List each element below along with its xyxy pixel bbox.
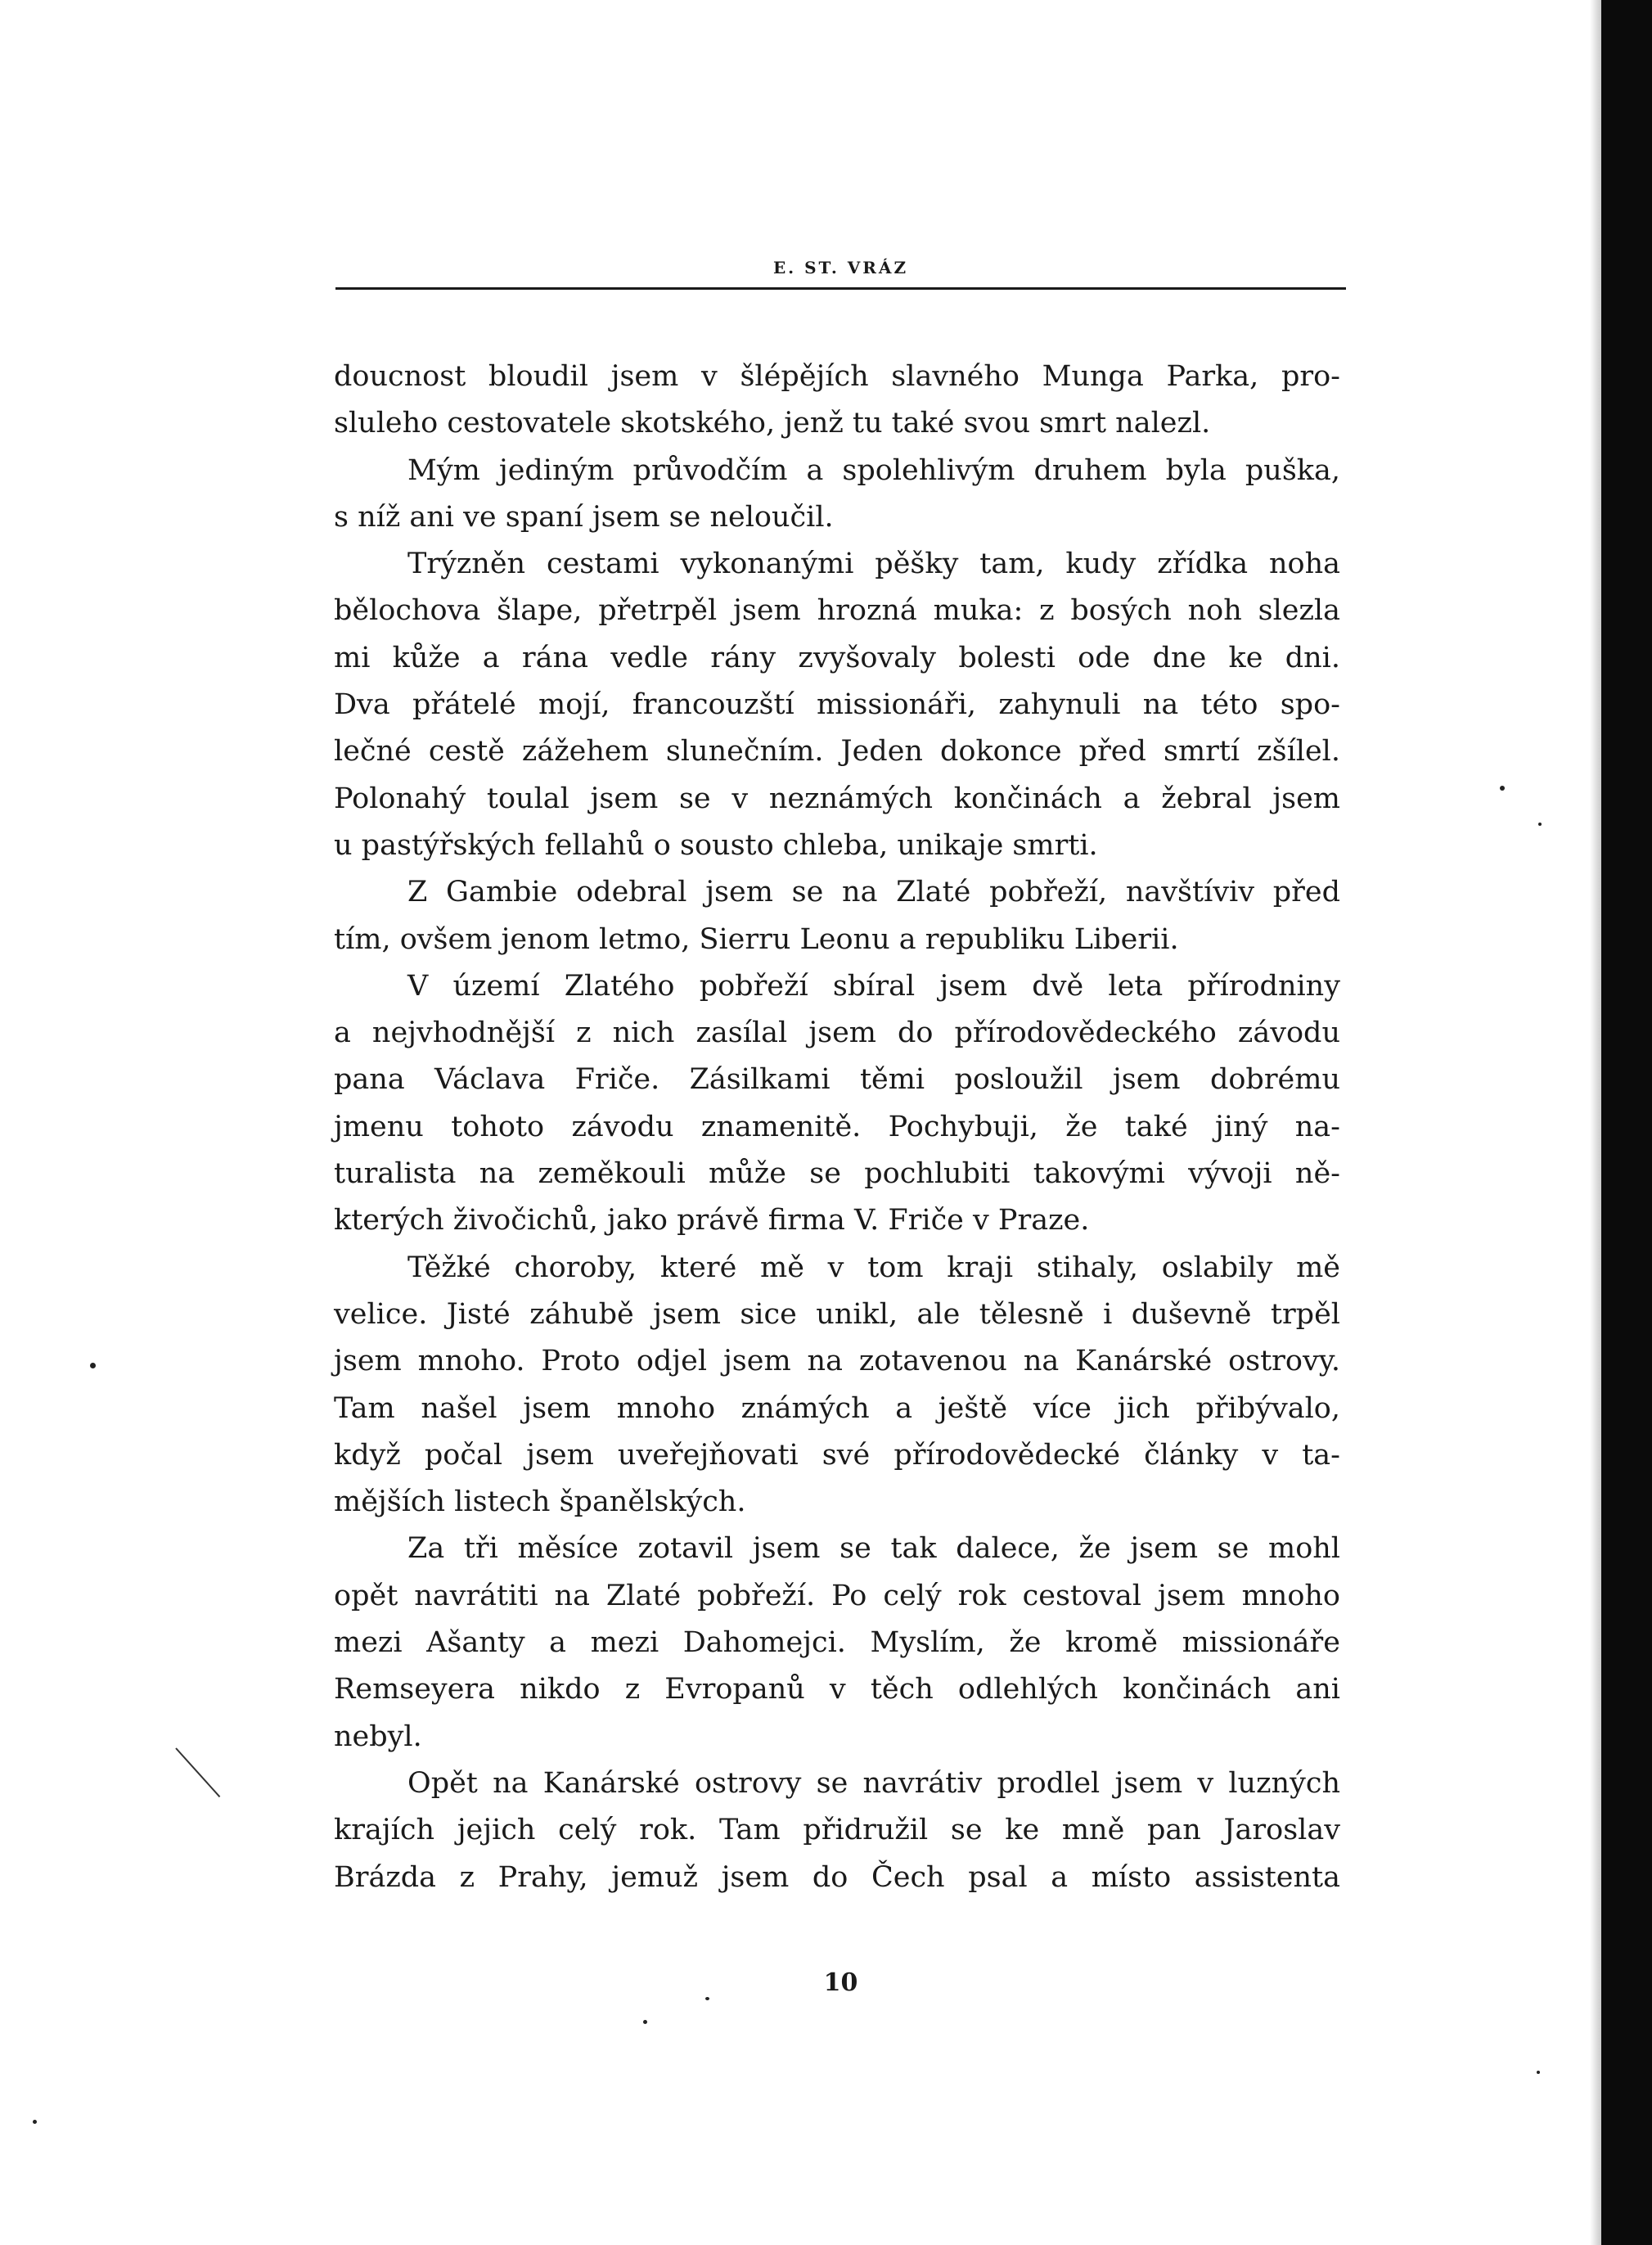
text-line: Brázda z Prahy, jemuž jsem do Čech psal a místo assistenta (334, 1860, 1340, 1894)
text-line: tím, ovšem jenom letmo, Sierru Leonu a republiku Liberii. (334, 922, 1179, 956)
text-line: Polonahý toulal jsem se v neznámých končinách a žebral jsem (334, 782, 1340, 815)
text-line: a nejvhodnější z nich zasílal jsem do přírodovědeckého závodu (334, 1017, 1340, 1050)
text-line: Tam našel jsem mnoho známých a ještě více jich přibývalo, (334, 1391, 1340, 1425)
scan-speck (705, 1997, 709, 2000)
body-text (334, 354, 1340, 1901)
scan-speck (1538, 823, 1542, 826)
scan-speck (643, 2020, 647, 2024)
text-line: když počal jsem uveřejňovati své přírodovědecké články v ta- (334, 1438, 1340, 1472)
scan-speck (90, 1363, 96, 1368)
text-line: mezi Ašanty a mezi Dahomejci. Myslím, že kromě missionáře (334, 1626, 1340, 1660)
scan-speck (1500, 786, 1505, 791)
text-line: mi kůže a rána vedle rány zvyšovaly bolesti ode dne ke dni. (334, 641, 1340, 674)
text-line: bělochova šlape, přetrpěl jsem hrozná muka: z bosých noh slezla (334, 594, 1340, 628)
text-line: Remseyera nikdo z Evropanů v těch odlehlých končinách ani (334, 1673, 1340, 1706)
running-head: E. ST. VRÁZ (772, 258, 909, 277)
text-line: velice. Jisté záhubě jsem sice unikl, ale tělesně i duševně trpěl (334, 1297, 1340, 1331)
page-number: 10 (823, 1968, 858, 1997)
text-line: s níž ani ve spaní jsem se neloučil. (334, 500, 834, 534)
text-line: V území Zlatého pobřeží sbíral jsem dvě leta přírodniny (407, 969, 1340, 1003)
text-line: doucnost bloudil jsem v šlépějích slavného Munga Parka, pro- (334, 360, 1340, 393)
text-line: jmenu tohoto závodu znamenitě. Pochybuji, že také jiný na- (334, 1110, 1340, 1143)
text-line: Z Gambie odebral jsem se na Zlaté pobřeží, navštíviv před (407, 876, 1340, 909)
text-line: mějších listech španělských. (334, 1485, 746, 1519)
text-line: turalista na zeměkouli může se pochlubiti takovými vývoji ně- (334, 1157, 1340, 1191)
text-line: lečné cestě zážehem slunečním. Jeden dokonce před smrtí zšílel. (334, 735, 1340, 769)
text-line: Trýzněn cestami vykonanými pěšky tam, kudy zřídka noha (407, 548, 1340, 581)
text-line: Opět na Kanárské ostrovy se navrátiv prodlel jsem v luzných (407, 1766, 1340, 1800)
text-line: jsem mnoho. Proto odjel jsem na zotavenou na Kanárské ostrovy. (334, 1345, 1340, 1378)
scan-border (1601, 0, 1652, 2245)
text-line: Těžké choroby, které mě v tom kraji stihaly, oslabily mě (407, 1251, 1340, 1284)
scan-speck (33, 2120, 37, 2124)
page-shadow (1590, 0, 1601, 2245)
scan-speck (1537, 2071, 1540, 2074)
text-line: opět navrátiti na Zlaté pobřeží. Po celý rok cestoval jsem mnoho (334, 1579, 1340, 1612)
text-line: sluleho cestovatele skotského, jenž tu také svou smrt nalezl. (334, 407, 1211, 440)
scan-scratch (175, 1747, 220, 1797)
text-line: krajích jejich celý rok. Tam přidružil se ke mně pan Jaroslav (334, 1814, 1340, 1847)
text-line: Dva přátelé mojí, francouzští missionáři, zahynuli na této spo- (334, 688, 1340, 722)
text-line: Mým jediným průvodčím a spolehlivým druhem byla puška, (407, 453, 1340, 487)
text-line: nebyl. (334, 1720, 422, 1753)
text-line: pana Václava Friče. Zásilkami těmi posloužil jsem dobrému (334, 1063, 1340, 1097)
text-line: u pastýřských fellahů o sousto chleba, unikaje smrti. (334, 828, 1098, 862)
text-line: Za tři měsíce zotavil jsem se tak dalece, že jsem se mohl (407, 1532, 1340, 1566)
text-line: kterých živočichů, jako právě firma V. Friče v Praze. (334, 1204, 1090, 1237)
header-rule (335, 287, 1346, 290)
